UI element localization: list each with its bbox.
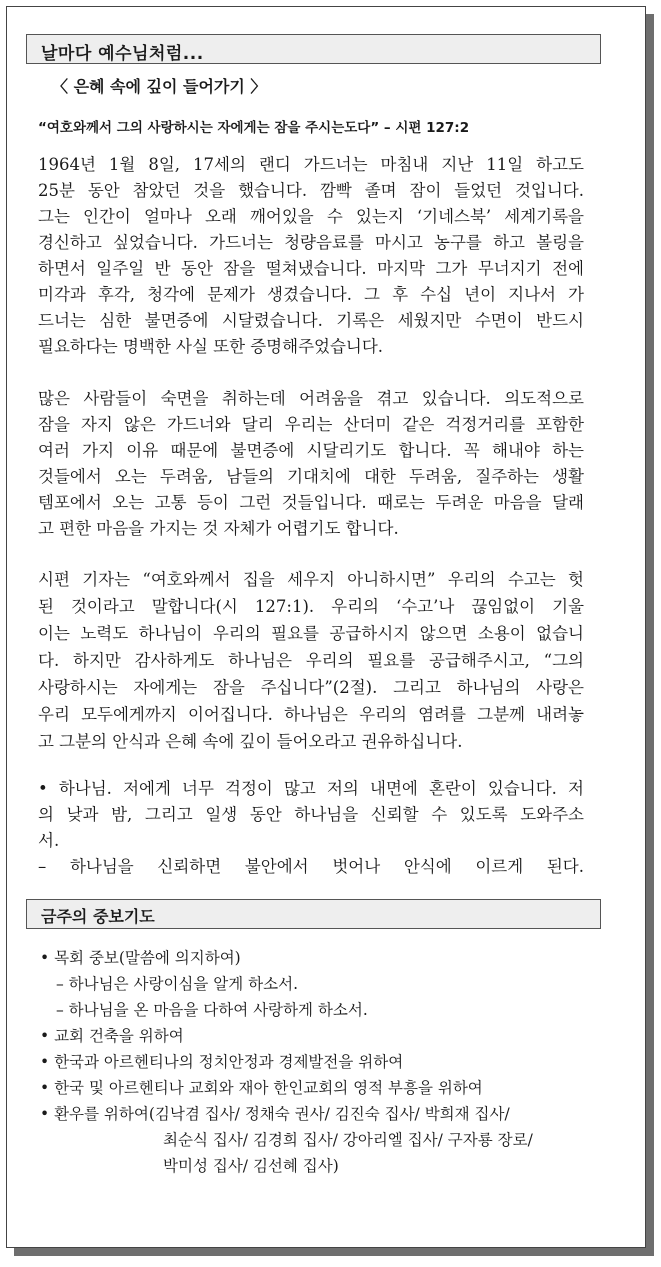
paragraph-2-line: 잠을 자지 않은 가드너와 달리 우리는 산더미 같은 걱정거리를 포함한	[38, 415, 584, 434]
paragraph-3-line: 된 것이라고 말합니다(시 127:1). 우리의 ‘수고’나 끊임없이 기울	[38, 597, 584, 616]
prayer-item: • 목회 중보(말씀에 의지하여)	[40, 949, 241, 967]
prayer-subitem: – 하나님을 온 마음을 다하여 사랑하게 하소서.	[56, 1001, 368, 1019]
paragraph-2-line: 고 편한 마음을 가지는 것 자체가 어렵기도 합니다.	[38, 519, 399, 538]
header-title: 날마다 예수님처럼...	[41, 44, 204, 64]
paragraph-1-line: 25분 동안 참았던 것을 했습니다. 깜빡 졸며 잠이 들었던 것입니다.	[38, 181, 584, 200]
prayer-item: • 한국과 아르헨티나의 정치안정과 경제발전을 위하여	[40, 1053, 404, 1071]
paragraph-3-line: 고 그분의 안식과 은혜 속에 깊이 들어오라고 권유하십니다.	[38, 732, 463, 751]
paragraph-1-line: 미각과 후각, 청각에 문제가 생겼습니다. 그 후 수십 년이 지나서 가	[38, 285, 584, 304]
paragraph-1-line: 필요하다는 명백한 사실 또한 증명해주었습니다.	[38, 337, 384, 356]
prayer-item: • 환우를 위하여(김낙겸 집사/ 정채숙 권사/ 김진숙 집사/ 박희재 집사/	[40, 1105, 510, 1123]
prayer-section-title: 금주의 중보기도	[41, 907, 155, 926]
verse-quote: “여호와께서 그의 사랑하시는 자에게는 잠을 주시는도다” – 시편 127:2	[38, 120, 470, 136]
prayer-item: • 교회 건축을 위하여	[40, 1027, 184, 1045]
subtitle: 〈 은혜 속에 깊이 들어가기 〉	[52, 77, 267, 96]
prayer-item-continued: 박미성 집사/ 김선혜 집사)	[163, 1157, 339, 1175]
takeaway-line: – 하나님을 신뢰하면 불안에서 벗어나 안식에 이르게 된다.	[38, 857, 584, 876]
prayer-item: • 한국 및 아르헨티나 교회와 재아 한인교회의 영적 부흥을 위하여	[40, 1079, 483, 1097]
prayer-section-header	[26, 899, 601, 929]
paragraph-2-line: 여러 가지 이유 때문에 불면증에 시달리기도 합니다. 꼭 해내야 하는	[38, 441, 584, 460]
paragraph-2-line: 템포에서 오는 고통 등이 그런 것들입니다. 때로는 두려운 마음을 달래	[38, 493, 584, 512]
prayer-item-continued: 최순식 집사/ 김경희 집사/ 강아리엘 집사/ 구자룡 장로/	[163, 1131, 533, 1149]
prayer-line: 서.	[38, 831, 60, 850]
paragraph-1-line: 드너는 심한 불면증에 시달렸습니다. 기록은 세웠지만 수면이 반드시	[38, 311, 584, 330]
header-box	[26, 34, 601, 64]
paragraph-3-line: 시편 기자는 “여호와께서 집을 세우지 아니하시면” 우리의 수고는 헛	[38, 570, 584, 589]
prayer-line: 의 낮과 밤, 그리고 일생 동안 하나님을 신뢰할 수 있도록 도와주소	[38, 805, 584, 824]
paragraph-1-line: 1964년 1월 8일, 17세의 랜디 가드너는 마침내 지난 11일 하고도	[38, 155, 584, 174]
prayer-line: • 하나님. 저에게 너무 걱정이 많고 저의 내면에 혼란이 있습니다. 저	[38, 779, 584, 798]
paragraph-3-line: 사랑하시는 자에게는 잠을 주십니다”(2절). 그리고 하나님의 사랑은	[38, 678, 584, 697]
paragraph-2-line: 것들에서 오는 두려움, 남들의 기대치에 대한 두려움, 질주하는 생활	[38, 467, 584, 486]
prayer-subitem: – 하나님은 사랑이심을 알게 하소서.	[56, 975, 299, 993]
paragraph-3-line: 이는 노력도 하나님이 우리의 필요를 공급하시지 않으면 소용이 없습니	[38, 624, 584, 643]
paragraph-1-line: 하면서 일주일 반 동안 잠을 떨쳐냈습니다. 마지막 그가 무너지기 전에	[38, 259, 584, 278]
paragraph-1-line: 그는 인간이 얼마나 오래 깨어있을 수 있는지 ‘기네스북’ 세계기록을	[38, 207, 584, 226]
paragraph-3-line: 다. 하지만 감사하게도 하나님은 우리의 필요를 공급해주시고, “그의	[38, 651, 584, 670]
paragraph-3-line: 우리 모두에게까지 이어집니다. 하나님은 우리의 염려를 그분께 내려놓	[38, 705, 584, 724]
paragraph-2-line: 많은 사람들이 숙면을 취하는데 어려움을 겪고 있습니다. 의도적으로	[38, 389, 584, 408]
paragraph-1-line: 경신하고 싶었습니다. 가드너는 청량음료를 마시고 농구를 하고 볼링을	[38, 233, 584, 252]
